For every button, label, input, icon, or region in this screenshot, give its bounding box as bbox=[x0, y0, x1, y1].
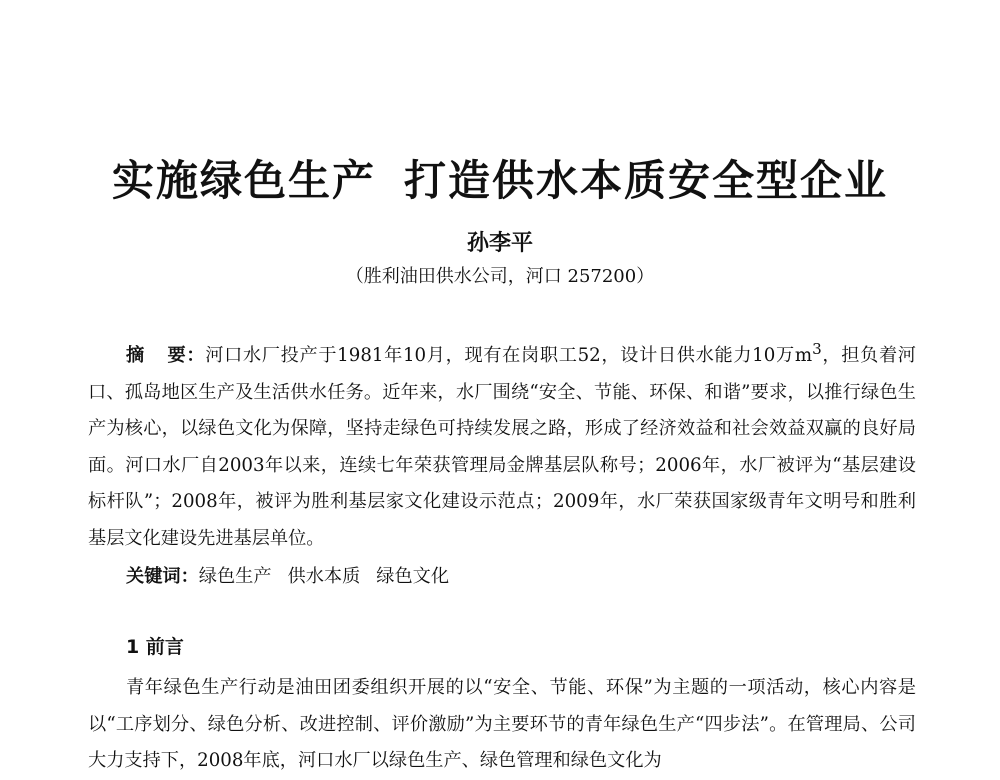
title-part-2: 打造供水本质安全型企业 bbox=[404, 156, 889, 205]
abstract-text-1: 河口水厂投产于1981年10月，现有在岗职工52，设计日供水能力10万m bbox=[205, 345, 813, 367]
abstract-label-char-1: 摘 bbox=[126, 345, 145, 367]
keyword-1: 绿色生产 bbox=[198, 566, 272, 587]
keywords bbox=[126, 559, 465, 595]
keyword-2: 供水本质 bbox=[287, 566, 361, 587]
abstract-label bbox=[126, 345, 205, 366]
abstract-label-char-2: 要： bbox=[166, 345, 206, 367]
keywords-label: 关键词： bbox=[126, 566, 199, 587]
paper-title bbox=[0, 148, 1000, 208]
abstract-text-2: ，担负着河口、孤岛地区生产及生活供水任务。近年来，水厂围绕“安全、节能、环保、和谐”要求，以推行绿色生产为核心，以绿色文化为保障，坚持走绿色可持续发展之路，形成了经济效益和社会效益双赢的良好局面。河口水厂自2003年以来，连续七年荣获管理局金牌基层队称号；2006年，水厂被评为“基层建设标杆队”；2008年，被评为胜利基层家文化建设示范点；2009年，水厂荣获国家级青年文明号和胜利基层文化建设先进基层单位。 bbox=[88, 345, 916, 549]
author-name: 孙李平 bbox=[466, 231, 533, 256]
title-part-1: 实施绿色生产 bbox=[111, 156, 376, 205]
author-affiliation: （胜利油田供水公司，河口 257200） bbox=[345, 266, 655, 287]
abstract-superscript: 3 bbox=[812, 340, 822, 358]
abstract bbox=[88, 331, 916, 557]
introduction-paragraph: 青年绿色生产行动是油田团委组织开展的以“安全、节能、环保”为主题的一项活动，核心内容是以“工序划分、绿色分析、改进控制、评价激励”为主要环节的青年绿色生产“四步法”。在管理局、公司大力支持下，2008年底，河口水厂以绿色生产、绿色管理和绿色文化为 bbox=[88, 677, 916, 771]
section-heading-introduction: 1 前言 bbox=[126, 636, 184, 658]
keyword-3: 绿色文化 bbox=[376, 566, 450, 587]
